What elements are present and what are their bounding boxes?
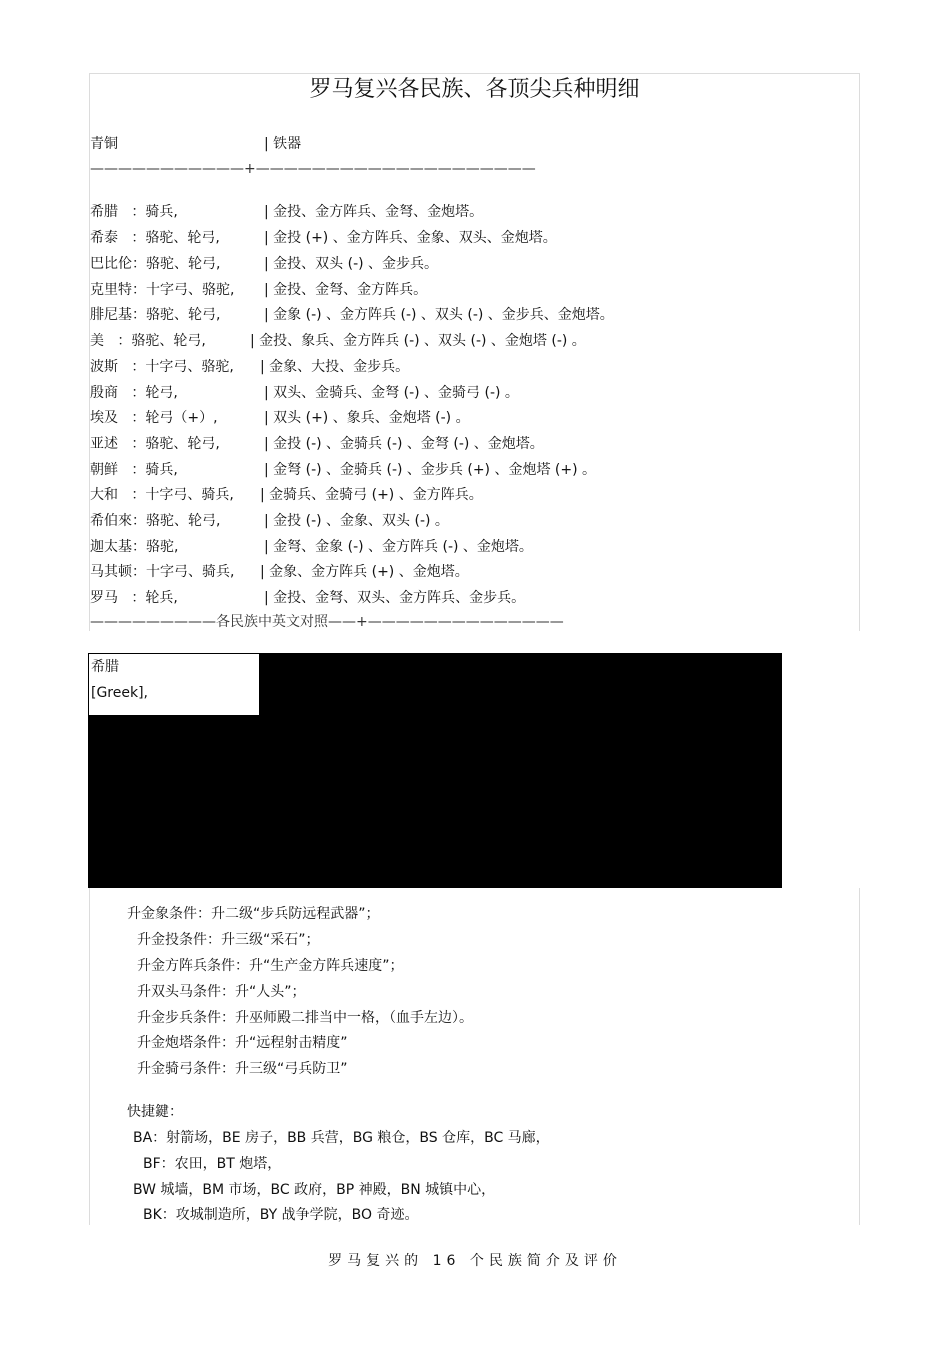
civ-name: 大和 ：十字弓、骑兵, [90, 487, 234, 503]
civ-units: | 金投、金弩、双头、金方阵兵、金步兵。 [264, 590, 526, 606]
condition-line: 升金骑弓条件：升三级“弓兵防卫” [137, 1061, 348, 1077]
civ-name: 腓尼基：骆驼、轮弓, [90, 307, 221, 323]
civ-units: | 金骑兵、金骑弓 (+) 、金方阵兵。 [260, 487, 483, 503]
footer-heading: 罗马复兴的 16 个民族简介及评价 [328, 1253, 622, 1269]
header-iron: | 铁器 [264, 136, 302, 152]
civ-units: | 双头、金骑兵、金弩 (-) 、金骑弓 (-) 。 [264, 385, 519, 401]
civ-units: | 金投 (-) 、金象、双头 (-) 。 [264, 513, 449, 529]
civ-name: 马其顿：十字弓、骑兵, [90, 564, 235, 580]
cell-cn: 希腊 [91, 659, 119, 675]
shortcut-line: BK：攻城制造所，BY 战争学院，BO 奇迹。 [143, 1207, 419, 1223]
rule-top: ———————————+———————————————————— [90, 161, 536, 177]
civ-name: 殷商 ：轮弓, [90, 385, 178, 401]
civ-units: | 双头 (+) 、象兵、金炮塔 (-) 。 [264, 410, 470, 426]
cell-en: [Greek], [91, 685, 149, 701]
civ-name: 朝鲜 ：骑兵, [90, 462, 178, 478]
shortcuts-title: 快捷鍵： [127, 1104, 183, 1120]
table-cell-greek [88, 653, 260, 716]
civ-name: 迦太基：骆驼, [90, 539, 179, 555]
civ-name: 美 ：骆驼、轮弓, [90, 333, 206, 349]
civ-name: 波斯 ：十字弓、骆驼, [90, 359, 234, 375]
civ-name: 希泰 ：骆驼、轮弓, [90, 230, 220, 246]
civ-name: 埃及 ：轮弓（+）, [90, 410, 218, 426]
civ-name: 罗马 ：轮兵, [90, 590, 178, 606]
civ-units: | 金投、双头 (-) 、金步兵。 [264, 256, 439, 272]
shortcut-line: BA：射箭场，BE 房子，BB 兵营，BG 粮仓，BS 仓库，BC 马廊， [133, 1130, 550, 1146]
civ-units: | 金投、象兵、金方阵兵 (-) 、双头 (-) 、金炮塔 (-) 。 [250, 333, 586, 349]
civ-units: | 金投 (+) 、金方阵兵、金象、双头、金炮塔。 [264, 230, 557, 246]
condition-line: 升金象条件：升二级“步兵防远程武器”； [127, 906, 380, 922]
shortcut-line: BW 城墙，BM 市场，BC 政府，BP 神殿，BN 城镇中心， [133, 1182, 496, 1198]
civ-units: | 金投、金弩、金方阵兵。 [264, 282, 428, 298]
condition-line: 升金方阵兵条件：升“生产金方阵兵速度”； [137, 958, 404, 974]
civ-units: | 金弩、金象 (-) 、金方阵兵 (-) 、金炮塔。 [264, 539, 533, 555]
page-title: 罗马复兴各民族、各顶尖兵种明细 [309, 77, 640, 102]
civ-units: | 金投 (-) 、金骑兵 (-) 、金弩 (-) 、金炮塔。 [264, 436, 544, 452]
civ-units: | 金弩 (-) 、金骑兵 (-) 、金步兵 (+) 、金炮塔 (+) 。 [264, 462, 597, 478]
condition-line: 升金炮塔条件：升“远程射击精度” [137, 1035, 348, 1051]
civ-units: | 金投、金方阵兵、金弩、金炮塔。 [264, 204, 484, 220]
civ-units: | 金象、大投、金步兵。 [260, 359, 410, 375]
condition-line: 升金投条件：升三级“采石”； [137, 932, 320, 948]
civ-units: | 金象 (-) 、金方阵兵 (-) 、双头 (-) 、金步兵、金炮塔。 [264, 307, 614, 323]
header-bronze: 青铜 [90, 136, 118, 152]
civ-units: | 金象、金方阵兵 (+) 、金炮塔。 [260, 564, 469, 580]
condition-line: 升双头马条件：升“人头”； [137, 984, 306, 1000]
civ-name: 希腊 ：骑兵, [90, 204, 178, 220]
civ-name: 克里特：十字弓、骆驼, [90, 282, 235, 298]
civ-name: 亚述 ：骆驼、轮弓, [90, 436, 220, 452]
civ-name: 希伯來：骆驼、轮弓, [90, 513, 221, 529]
rule-bottom: —————————各民族中英文对照——+—————————————— [90, 614, 564, 630]
civ-name: 巴比伦：骆驼、轮弓, [90, 256, 221, 272]
condition-line: 升金步兵条件：升巫师殿二排当中一格，（血手左边）。 [137, 1010, 473, 1026]
shortcut-line: BF：农田，BT 炮塔， [143, 1156, 282, 1172]
